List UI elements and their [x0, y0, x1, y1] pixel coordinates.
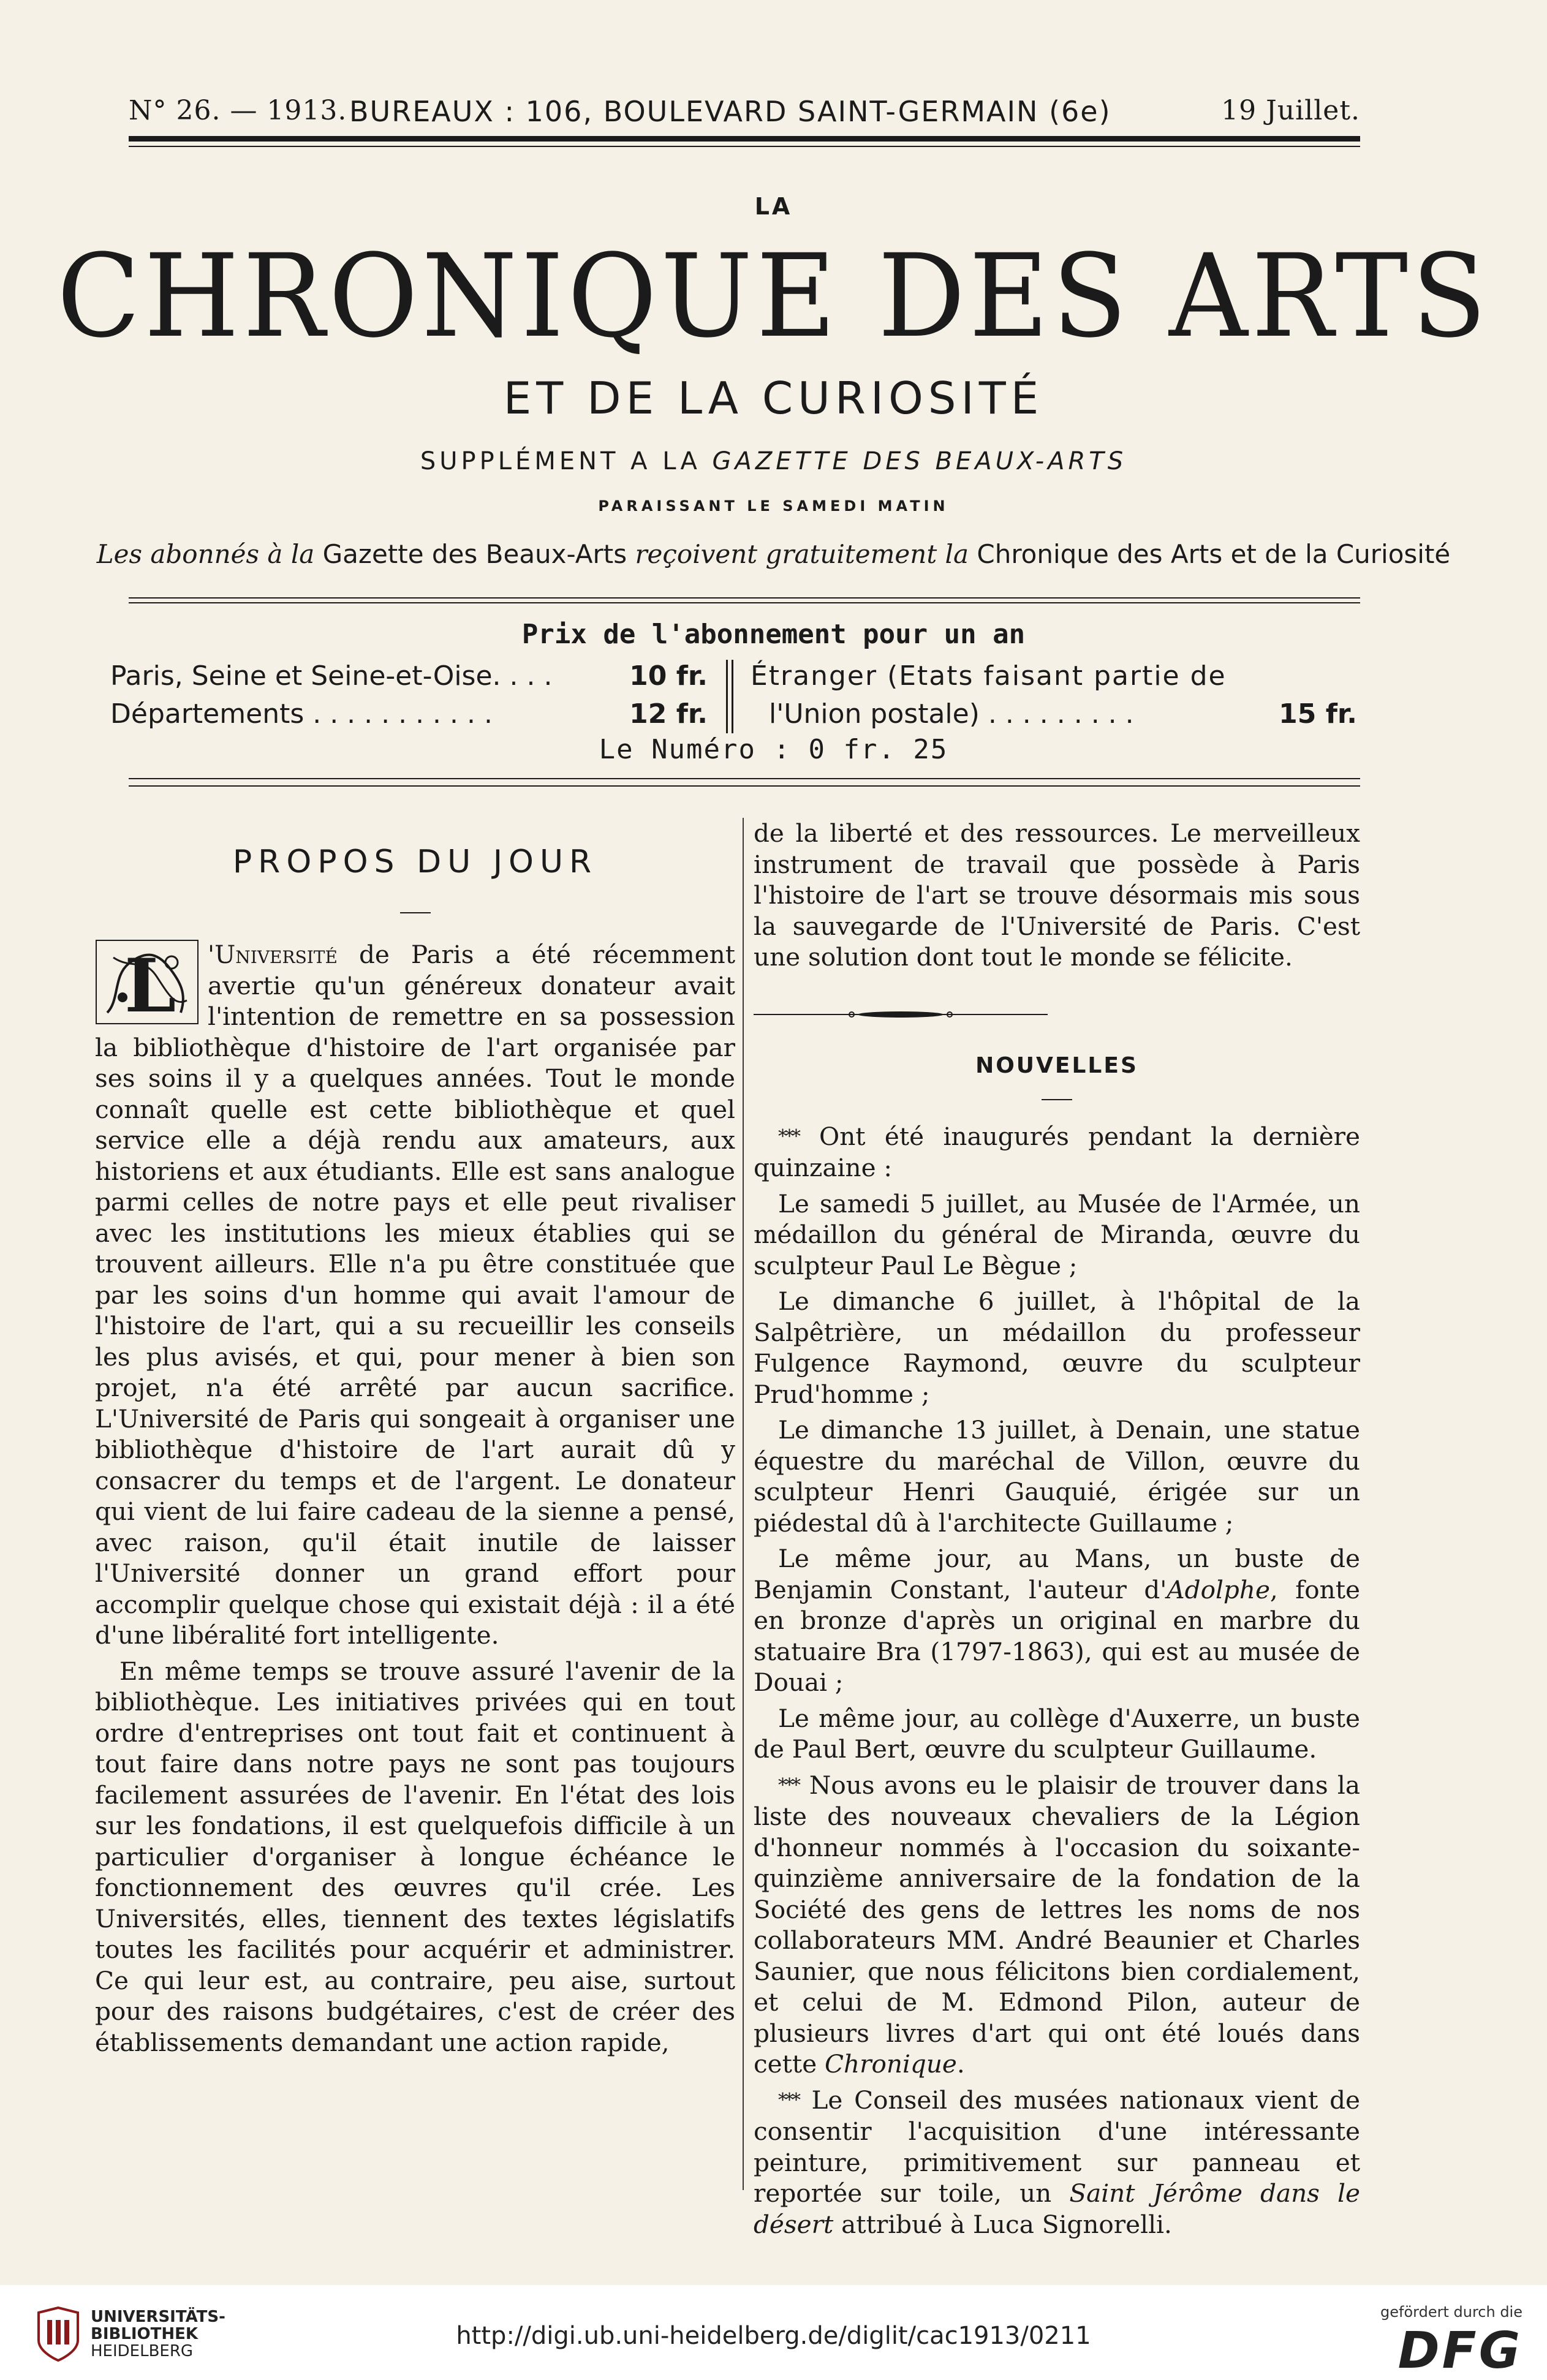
conseil-text-end: attribué à Luca Signorelli. [833, 2209, 1172, 2239]
nouvelles-legion [754, 1770, 1360, 2080]
numero-price: Le Numéro : 0 fr. 25 [599, 734, 948, 765]
abonnes-part-3: reçoivent gratuitement la [635, 539, 977, 569]
nouvelles-item: Le samedi 5 juillet, au Musée de l'Armée, un médaillon du général de Miranda, œuvre du sculpteur Paul Le Bègue ; [754, 1188, 1360, 1280]
subscription-rule [129, 778, 1360, 779]
ub-line: HEIDELBERG [91, 2342, 194, 2360]
propos-continuation: de la liberté et des ressources. Le merveilleux instrument de travail que possède à Paris l'histoire de l'art se trouve désormais mis sous la sauvegarde de l'Université de Paris. C'est une solution dont tout le monde se félicite. [754, 818, 1360, 972]
propos-opening-word: 'Université [208, 940, 338, 969]
section-ornament-icon [754, 1008, 1048, 1021]
paraissant-line: PARAISSANT LE SAMEDI MATIN [598, 497, 949, 515]
price-label: l'Union postale) . . . . . . . . . [769, 698, 1134, 730]
mans-text-2: , fonte en bronze d'après un original en marbre du statuaire Bra (1797-1863), qui est au musée de Douai ; [754, 1574, 1360, 1697]
nouvelles-heading: NOUVELLES [975, 1053, 1138, 1078]
column-left [95, 818, 735, 2063]
masthead-rule [129, 597, 1360, 599]
masthead-title: CHRONIQUE DES ARTS [56, 229, 1491, 363]
propos-heading: PROPOS DU JOUR [232, 844, 598, 880]
nouvelles-item: Le dimanche 6 juillet, à l'hôpital de la Salpêtrière, un médaillon du professeur Fulgence Raymond, œuvre du sculpteur Prud'homme ; [754, 1286, 1360, 1409]
column-right [754, 818, 1360, 2245]
supplement-gazette: GAZETTE DES BEAUX-ARTS [712, 447, 1127, 475]
ub-line: UNIVERSITÄTS- [91, 2308, 225, 2326]
masthead-subtitle: ET DE LA CURIOSITÉ [503, 372, 1044, 424]
nouvelles-intro [754, 1121, 1360, 1184]
bureaux-address: BUREAUX : 106, BOULEVARD SAINT-GERMAIN (6e) [349, 95, 1111, 128]
subscription-divider [726, 660, 733, 733]
ub-line: BIBLIOTHEK [91, 2325, 199, 2343]
header-rule [129, 136, 1360, 142]
nouvelles-item: Le même jour, au collège d'Auxerre, un buste de Paul Bert, œuvre du sculpteur Guillaume. [754, 1703, 1360, 1764]
propos-text: de Paris a été récemment avertie qu'un généreux donateur avait l'intention de remettre en sa possession la bibliothèque d'histoire de l'art organisée par ses soins il y a quelques années. Tout le monde connaît quelle est cette bibliothèque et quel service elle a déjà rendu aux amateurs, aux historiens et aux étudiants. Elle est sans analogue parmi celles de notre pays et elle peut rivaliser avec les institutions les mieux établies qui se trouvent ailleurs. Elle n'a pu être constituée que par les soins d'un homme qui avait l'amour de l'histoire de l'art, qui a su recueillir les conseils les plus avisés, et qui, pour mener à bien son projet, n'a été arrêté par aucun sacrifice. L'Université de Paris qui songeait à organiser une bibliothèque d'histoire de l'art aurait dû y consacrer du temps et de l'argent. Le donateur qui vient de lui faire cadeau de la sienne a pensé, avec raison, qu'il était inutile de laisser l'Université donner un grand effort pour accomplir quelque chose qui existait déjà : il a été d'une libéralité fort intelligente. [95, 940, 735, 1650]
price-value: 15 fr. [1279, 698, 1357, 730]
adolphe-title: Adolphe [1167, 1574, 1270, 1604]
subscription-title: Prix de l'abonnement pour un an [521, 619, 1026, 650]
price-label: Départements . . . . . . . . . . . [110, 698, 493, 730]
abonnes-part-2: Gazette des Beaux-Arts [322, 539, 635, 569]
dropcap-ornament-icon [95, 939, 199, 1025]
issue-number: N° 26. — 1913. [129, 95, 347, 126]
propos-paragraph [95, 939, 735, 1651]
supplement-prefix: SUPPLÉMENT A LA [420, 447, 713, 475]
abonnes-line [0, 539, 1547, 569]
mans-text: Le même jour, au Mans, un buste de Benjamin Constant, l'auteur d' [754, 1544, 1360, 1604]
heading-dash [400, 912, 431, 913]
masthead-rule-2 [129, 602, 1360, 603]
price-value: 12 fr. [629, 698, 708, 730]
abonnes-part-1: Les abonnés à la [96, 539, 323, 569]
abonnes-part-4: Chronique des Arts et de la Curiosité [977, 539, 1451, 569]
asterism-icon: *** [778, 1774, 803, 1796]
dfg-logo: DFG [1398, 2322, 1522, 2380]
painting-title: Saint Jérôme dans le désert [754, 2178, 1360, 2239]
asterism-icon: *** [778, 1125, 814, 1147]
conseil-text: Le Conseil des musées nationaux vient de consentir l'acquisition d'une intéressante peinture, primitivement sur panneau et reportée sur toile, un [754, 2085, 1360, 2208]
svg-text:L: L [124, 943, 176, 1025]
digital-source-link[interactable]: http://digi.ub.uni-heidelberg.de/diglit/cac1913/0211 [456, 2322, 1091, 2350]
chronique-title: Chronique [825, 2049, 957, 2079]
nouvelles-item [754, 1543, 1360, 1698]
nouvelles-item: Le dimanche 13 juillet, à Denain, une statue équestre du maréchal de Villon, œuvre du sculpteur Henri Gauquié, érigée sur un piédestal dû à l'architecte Guillaume ; [754, 1415, 1360, 1538]
header-rule-thin [129, 146, 1360, 147]
nouvelles-conseil [754, 2085, 1360, 2240]
supplement-line [0, 447, 1547, 475]
nouvelles-intro-text: Ont été inaugurés pendant la dernière quinzaine : [754, 1121, 1360, 1182]
issue-date: 19 Juillet. [1221, 95, 1360, 126]
legion-text: Nous avons eu le plaisir de trouver dans la liste des nouveaux chevaliers de la Légion d'honneur nommés à l'occasion du soixante-quinzième anniversaire de la fondation de la Société des gens de lettres les noms de nos collaborateurs MM. André Beaunier et Charles Saunier, que nous félicitons bien cordialement, et celui de M. Edmond Pilon, auteur de plusieurs livres d'art qui ont été loués dans cette [754, 1770, 1360, 2079]
heading-dash [1042, 1099, 1072, 1100]
subscription-rule-2 [129, 785, 1360, 787]
price-value: 10 fr. [629, 660, 708, 692]
price-label: Paris, Seine et Seine-et-Oise. . . . [110, 660, 553, 692]
asterism-icon: *** [778, 2089, 806, 2111]
legion-text-end: . [956, 2049, 965, 2079]
price-label: Étranger (Etats faisant partie de [751, 660, 1227, 692]
propos-paragraph: En même temps se trouve assuré l'avenir de la bibliothèque. Les initiatives privées qui en tout ordre d'entreprises ont tout fait et continuent à tout faire dans notre pays ne sont pas toujours facilement assurées de l'avenir. En l'état des lois sur les fondations, il est quelquefois difficile à un particulier d'organiser à longue échéance le fonctionnement des œuvres qu'il crée. Les Universités, elles, tiennent des textes législatifs toutes les facilités pour acquérir et administrer. Ce qui leur est, au contraire, peu aise, surtout pour des raisons budgétaires, c'est de créer des établissements demandant une action rapide, [95, 1656, 735, 2057]
masthead-la: LA [754, 193, 793, 220]
column-divider [743, 818, 744, 2190]
funding-note: gefördert durch die [1380, 2303, 1522, 2321]
